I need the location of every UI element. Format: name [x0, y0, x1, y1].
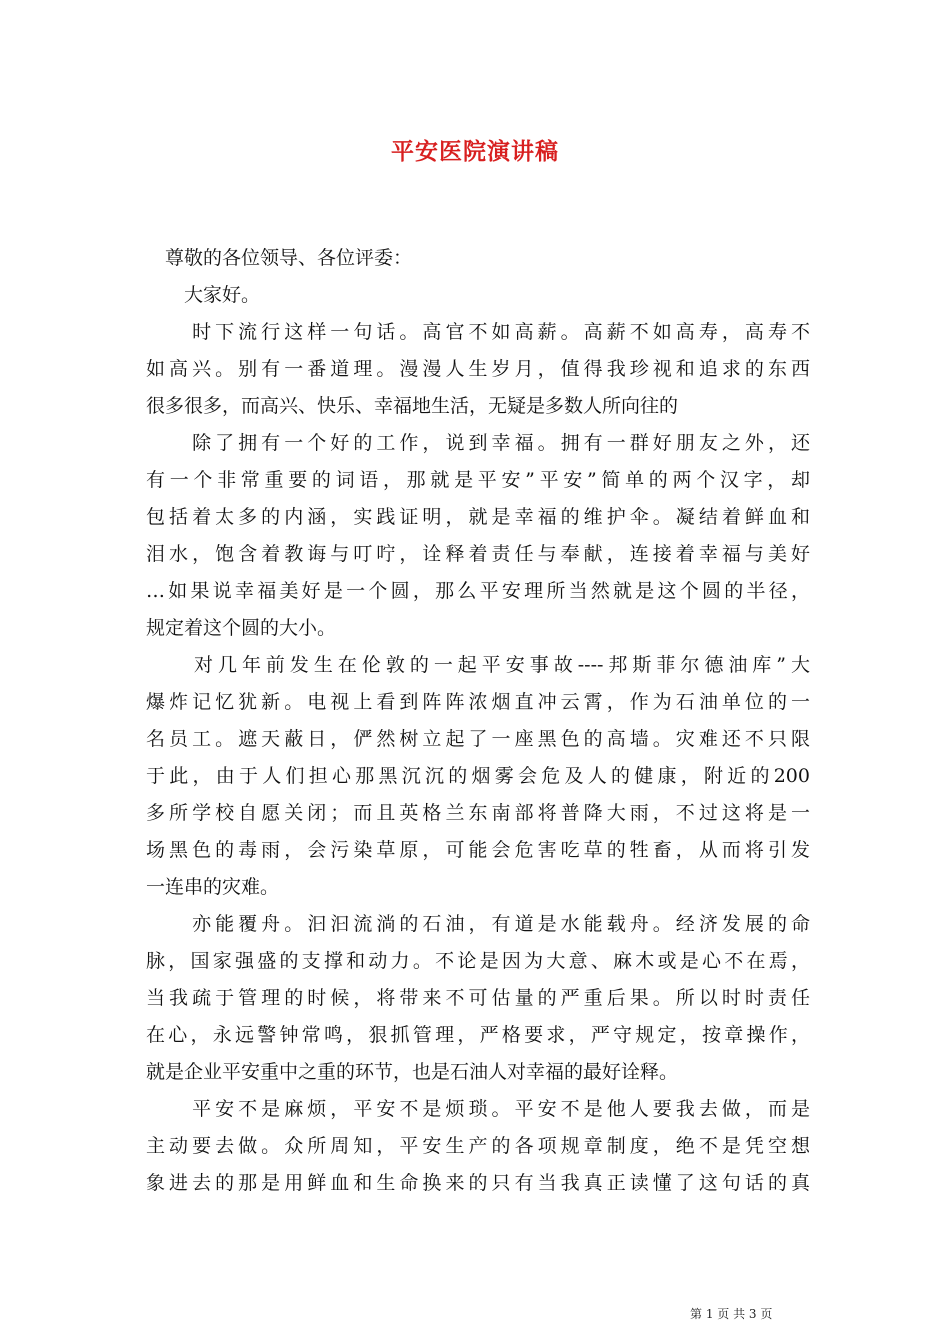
page-number-footer: 第 1 页 共 3 页 — [690, 1307, 773, 1321]
text-line: 有一个非常重要的词语，那就是平安”平安”简单的两个汉字，却 — [146, 469, 810, 491]
document-title: 平安医院演讲稿 — [391, 138, 559, 165]
text-line: 名员工。遮天蔽日，俨然树立起了一座黑色的高墙。灾难还不只限 — [146, 728, 810, 750]
document-body — [146, 240, 810, 1202]
text-line: 很多很多，而高兴、快乐、幸福地生活，无疑是多数人所向往的 — [146, 395, 679, 417]
text-line: 在心，永远警钟常鸣，狠抓管理，严格要求，严守规定，按章操作， — [146, 1024, 810, 1046]
text-line: 爆炸记忆犹新。电视上看到阵阵浓烟直冲云霄，作为石油单位的一 — [146, 691, 810, 713]
text-line: 尊敬的各位领导、各位评委： — [146, 247, 413, 269]
text-line: 场黑色的毒雨，会污染草原，可能会危害吃草的牲畜，从而将引发 — [146, 839, 810, 861]
text-line: 时下流行这样一句话。高官不如高薪。高薪不如高寿，高寿不 — [146, 321, 810, 343]
text-line: 大家好。 — [146, 284, 261, 306]
text-line: 泪水，饱含着教诲与叮咛，诠释着责任与奉献，连接着幸福与美好 — [146, 543, 810, 565]
text-line: 除了拥有一个好的工作，说到幸福。拥有一群好朋友之外，还 — [146, 432, 810, 454]
text-line: 当我疏于管理的时候，将带来不可估量的严重后果。所以时时责任 — [146, 987, 810, 1009]
text-line: 于此，由于人们担心那黑沉沉的烟雾会危及人的健康，附近的200 — [146, 765, 810, 787]
text-line: 多所学校自愿关闭；而且英格兰东南部将普降大雨，不过这将是一 — [146, 802, 810, 824]
text-line: 就是企业平安重中之重的环节，也是石油人对幸福的最好诠释。 — [146, 1061, 679, 1083]
text-line: 象进去的那是用鲜血和生命换来的只有当我真正读懂了这句话的真 — [146, 1172, 810, 1194]
text-line: 一连串的灾难。 — [146, 876, 280, 898]
text-line: 规定着这个圆的大小。 — [146, 617, 337, 639]
text-line: …如果说幸福美好是一个圆，那么平安理所当然就是这个圆的半径， — [146, 580, 810, 602]
text-line: 主动要去做。众所周知，平安生产的各项规章制度，绝不是凭空想 — [146, 1135, 810, 1157]
text-line: 包括着太多的内涵，实践证明，就是幸福的维护伞。凝结着鲜血和 — [146, 506, 810, 528]
text-line: 脉，国家强盛的支撑和动力。不论是因为大意、麻木或是心不在焉， — [146, 950, 810, 972]
text-line: 如高兴。别有一番道理。漫漫人生岁月，值得我珍视和追求的东西 — [146, 358, 810, 380]
text-line: 平安不是麻烦，平安不是烦琐。平安不是他人要我去做，而是 — [146, 1098, 810, 1120]
text-line: 亦能覆舟。汩汩流淌的石油，有道是水能载舟。经济发展的命 — [146, 913, 810, 935]
text-line: 对几年前发生在伦敦的一起平安事故----邦斯菲尔德油库”大 — [146, 654, 810, 676]
